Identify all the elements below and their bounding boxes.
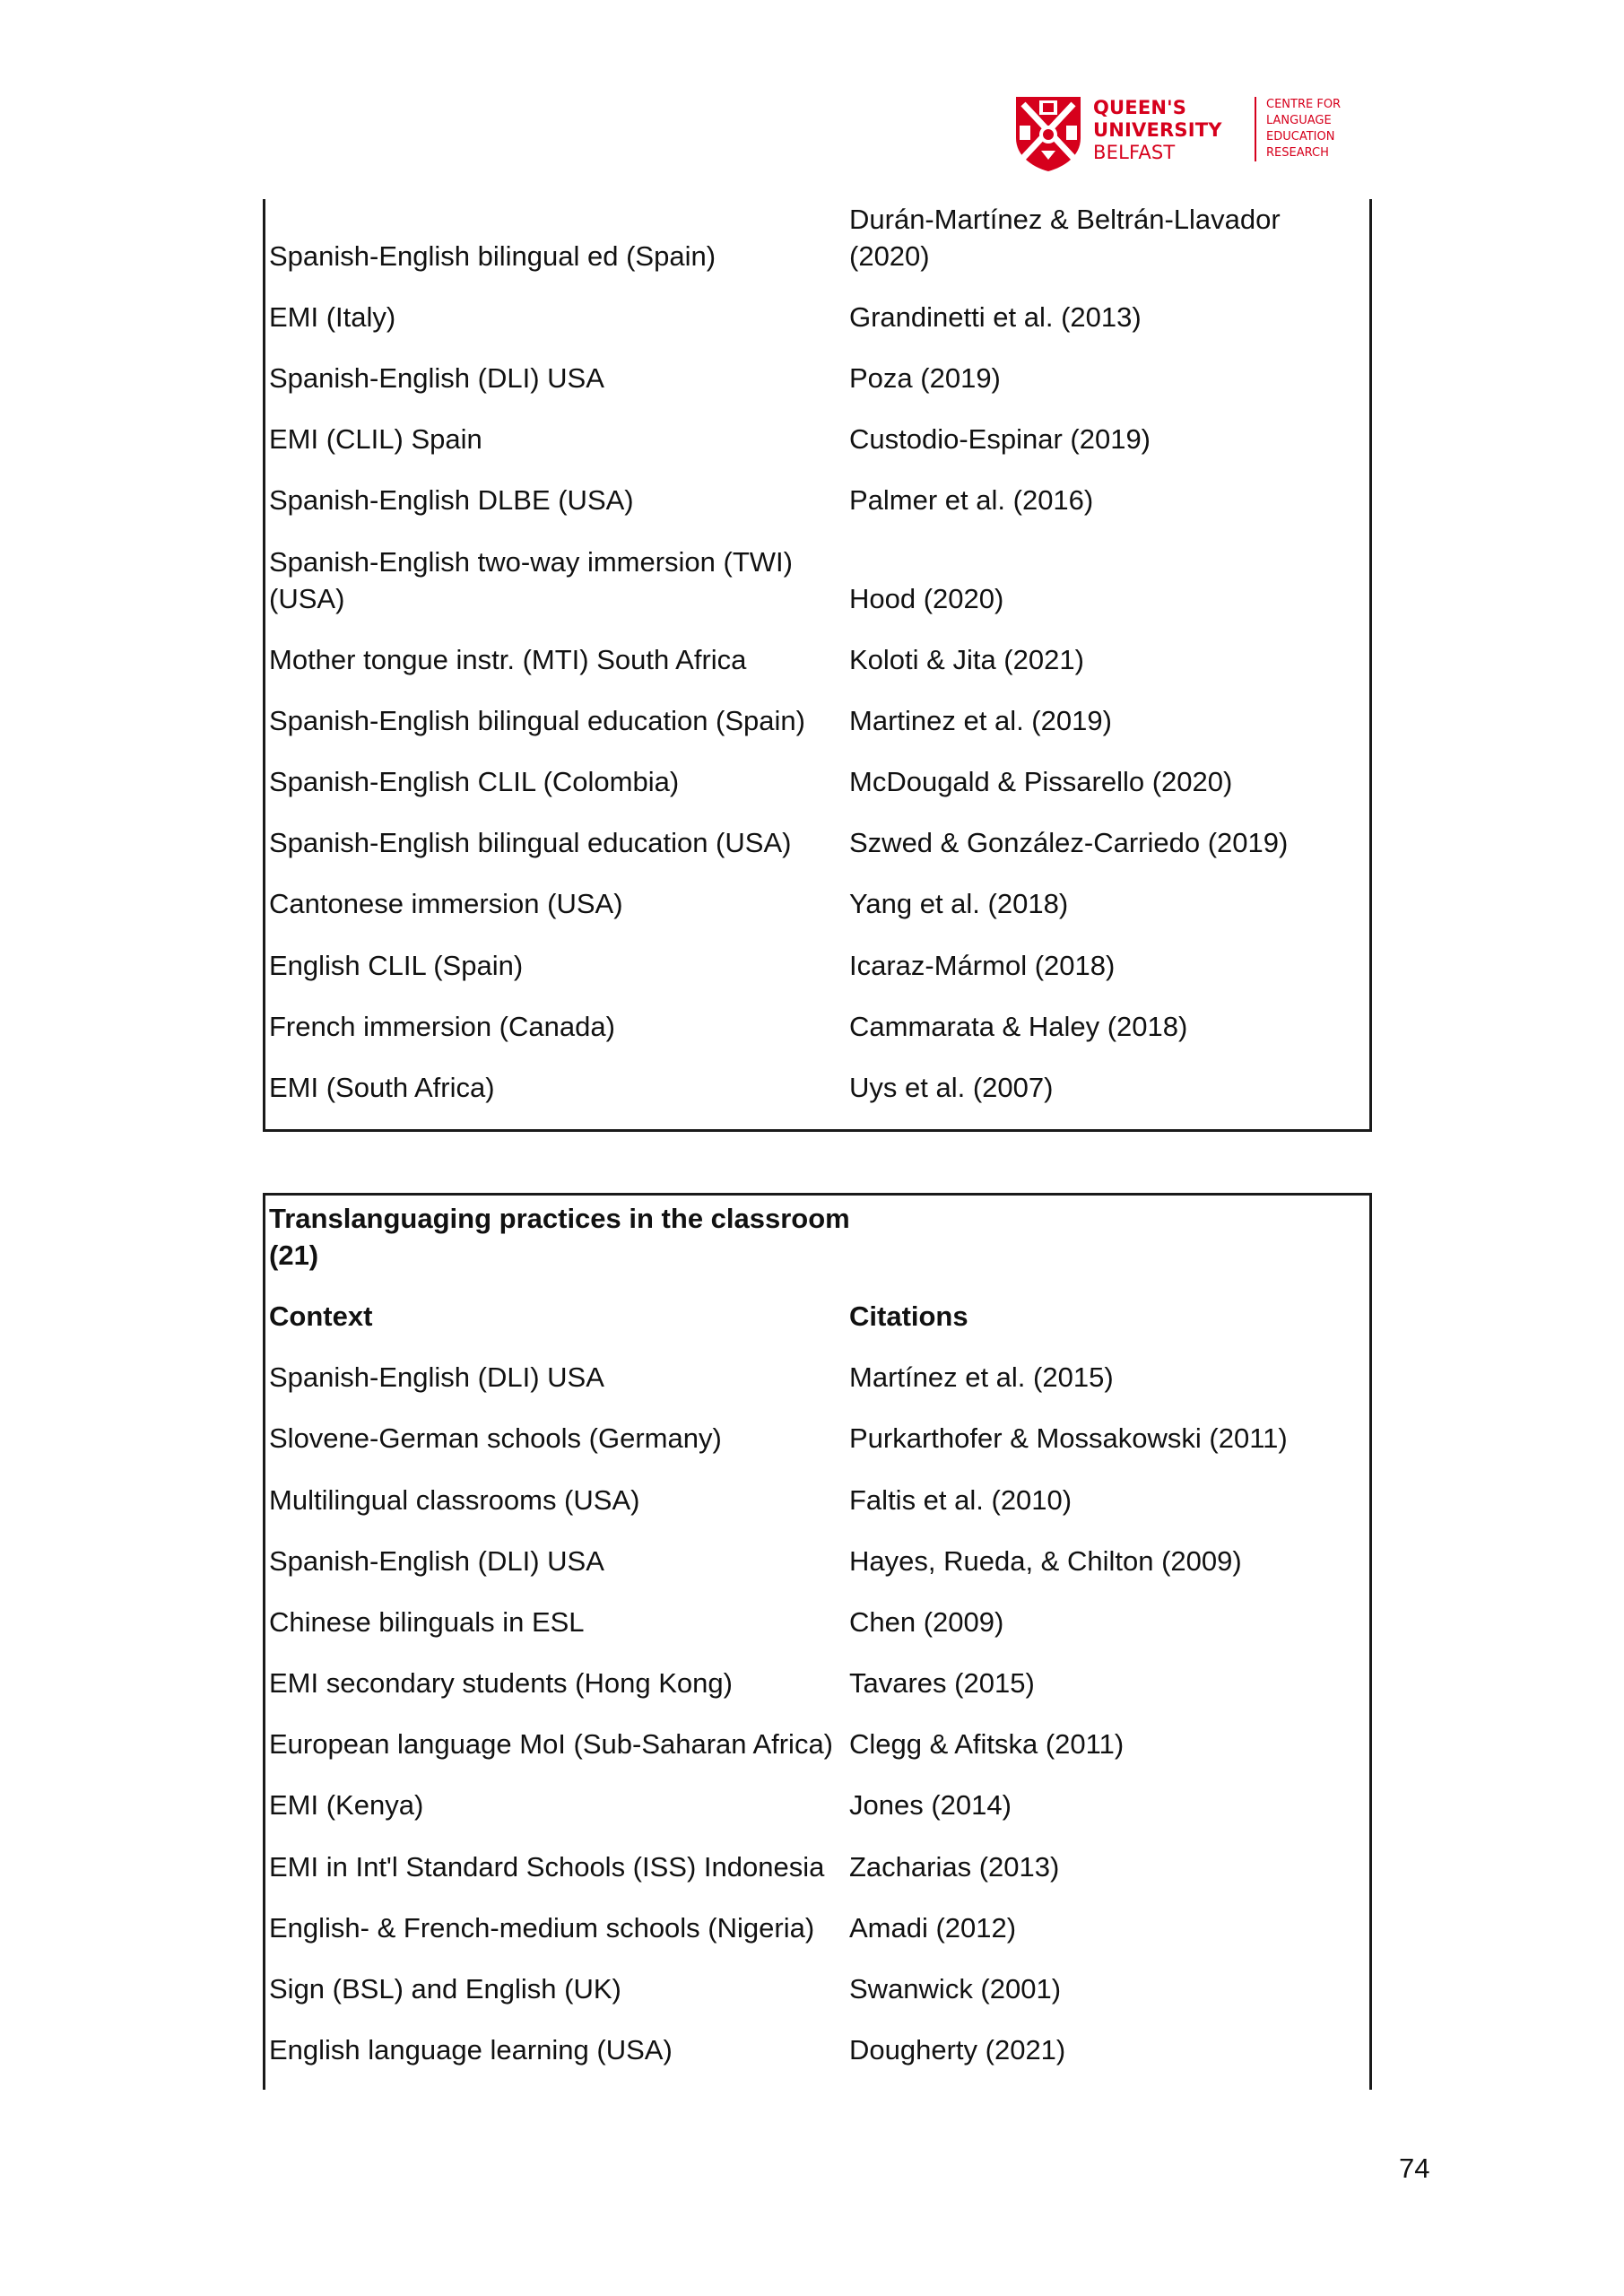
university-name	[1093, 97, 1247, 164]
context-cell: French immersion (Canada)	[269, 1011, 615, 1042]
context-cell: Sign (BSL) and English (UK)	[269, 1973, 621, 2005]
context-cell: Mother tongue instr. (MTI) South Africa	[269, 644, 747, 675]
citation-cell: Palmer et al. (2016)	[849, 484, 1094, 516]
citation-cell: Cammarata & Haley (2018)	[849, 1011, 1188, 1042]
context-cell: EMI (Kenya)	[269, 1789, 424, 1821]
context-cell: Spanish-English two-way immersion (TWI)	[269, 546, 793, 578]
centre-name-line: RESEARCH	[1266, 146, 1329, 160]
context-cell: Spanish-English (DLI) USA	[269, 1545, 604, 1577]
context-cell: Spanish-English (DLI) USA	[269, 362, 604, 394]
context-cell: English- & French-medium schools (Nigeria)	[269, 1912, 815, 1944]
context-cell: European language MoI (Sub-Saharan Africa)	[269, 1728, 834, 1760]
translanguaging-table	[263, 1193, 1372, 2090]
citation-cell: Szwed & González-Carriedo (2019)	[849, 827, 1289, 858]
citation-cell: Grandinetti et al. (2013)	[849, 301, 1142, 333]
citation-cell: Uys et al. (2007)	[849, 1072, 1054, 1103]
citation-cell: Yang et al. (2018)	[849, 888, 1069, 919]
university-name-line: BELFAST	[1093, 142, 1176, 163]
citation-cell: Custodio-Espinar (2019)	[849, 423, 1151, 455]
logo-divider	[1255, 97, 1256, 161]
context-cell: Spanish-English bilingual education (USA)	[269, 827, 792, 858]
context-cell: Spanish-English bilingual ed (Spain)	[269, 240, 716, 272]
university-name-line: QUEEN'S	[1093, 97, 1187, 118]
citation-cell: Icaraz-Mármol (2018)	[849, 950, 1116, 981]
citation-cell: Tavares (2015)	[849, 1667, 1035, 1699]
citations-table-continued	[263, 199, 1372, 1132]
university-crest-icon	[1014, 95, 1082, 172]
citation-cell: (2020)	[849, 240, 930, 272]
context-cell: (USA)	[269, 583, 345, 614]
context-cell: Spanish-English (DLI) USA	[269, 1361, 604, 1393]
context-cell: Spanish-English CLIL (Colombia)	[269, 766, 680, 797]
citation-cell: Martinez et al. (2019)	[849, 705, 1112, 736]
citation-cell: Swanwick (2001)	[849, 1973, 1062, 2005]
citation-cell: Faltis et al. (2010)	[849, 1484, 1073, 1516]
citation-cell: Martínez et al. (2015)	[849, 1361, 1114, 1393]
citation-cell: Hood (2020)	[849, 583, 1004, 614]
context-cell: Multilingual classrooms (USA)	[269, 1484, 640, 1516]
context-cell: Cantonese immersion (USA)	[269, 888, 623, 919]
column-header-citations: Citations	[849, 1300, 968, 1332]
context-cell: EMI in Int'l Standard Schools (ISS) Indonesia	[269, 1851, 825, 1883]
citation-cell: Chen (2009)	[849, 1606, 1004, 1638]
context-cell: English language learning (USA)	[269, 2034, 673, 2066]
context-cell: EMI (Italy)	[269, 301, 396, 333]
citation-cell: Koloti & Jita (2021)	[849, 644, 1084, 675]
centre-name-line: LANGUAGE	[1266, 114, 1332, 127]
citation-cell: Amadi (2012)	[849, 1912, 1017, 1944]
context-cell: EMI (CLIL) Spain	[269, 423, 482, 455]
university-logo	[1014, 93, 1355, 174]
table-title-line: (21)	[269, 1239, 319, 1271]
centre-name	[1266, 97, 1341, 161]
university-name-line: UNIVERSITY	[1093, 119, 1222, 141]
column-header-context: Context	[269, 1300, 373, 1332]
context-cell: Spanish-English bilingual education (Spain)	[269, 705, 805, 736]
context-cell: EMI secondary students (Hong Kong)	[269, 1667, 733, 1699]
citation-cell: Zacharias (2013)	[849, 1851, 1060, 1883]
context-cell: Slovene-German schools (Germany)	[269, 1422, 722, 1454]
centre-name-line: EDUCATION	[1266, 130, 1335, 144]
context-cell: EMI (South Africa)	[269, 1072, 495, 1103]
context-cell: Spanish-English DLBE (USA)	[269, 484, 634, 516]
context-cell: Chinese bilinguals in ESL	[269, 1606, 585, 1638]
page-number: 74	[1399, 2152, 1430, 2184]
citation-cell: Dougherty (2021)	[849, 2034, 1066, 2066]
citation-cell: Hayes, Rueda, & Chilton (2009)	[849, 1545, 1242, 1577]
table-title-line: Translanguaging practices in the classroom	[269, 1203, 850, 1234]
citation-cell: Poza (2019)	[849, 362, 1001, 394]
centre-name-line: CENTRE FOR	[1266, 98, 1342, 111]
citation-cell: Durán-Martínez & Beltrán-Llavador	[849, 204, 1281, 235]
context-cell: English CLIL (Spain)	[269, 950, 524, 981]
citation-cell: Clegg & Afitska (2011)	[849, 1728, 1125, 1760]
citation-cell: Purkarthofer & Mossakowski (2011)	[849, 1422, 1288, 1454]
citation-cell: Jones (2014)	[849, 1789, 1012, 1821]
citation-cell: McDougald & Pissarello (2020)	[849, 766, 1233, 797]
